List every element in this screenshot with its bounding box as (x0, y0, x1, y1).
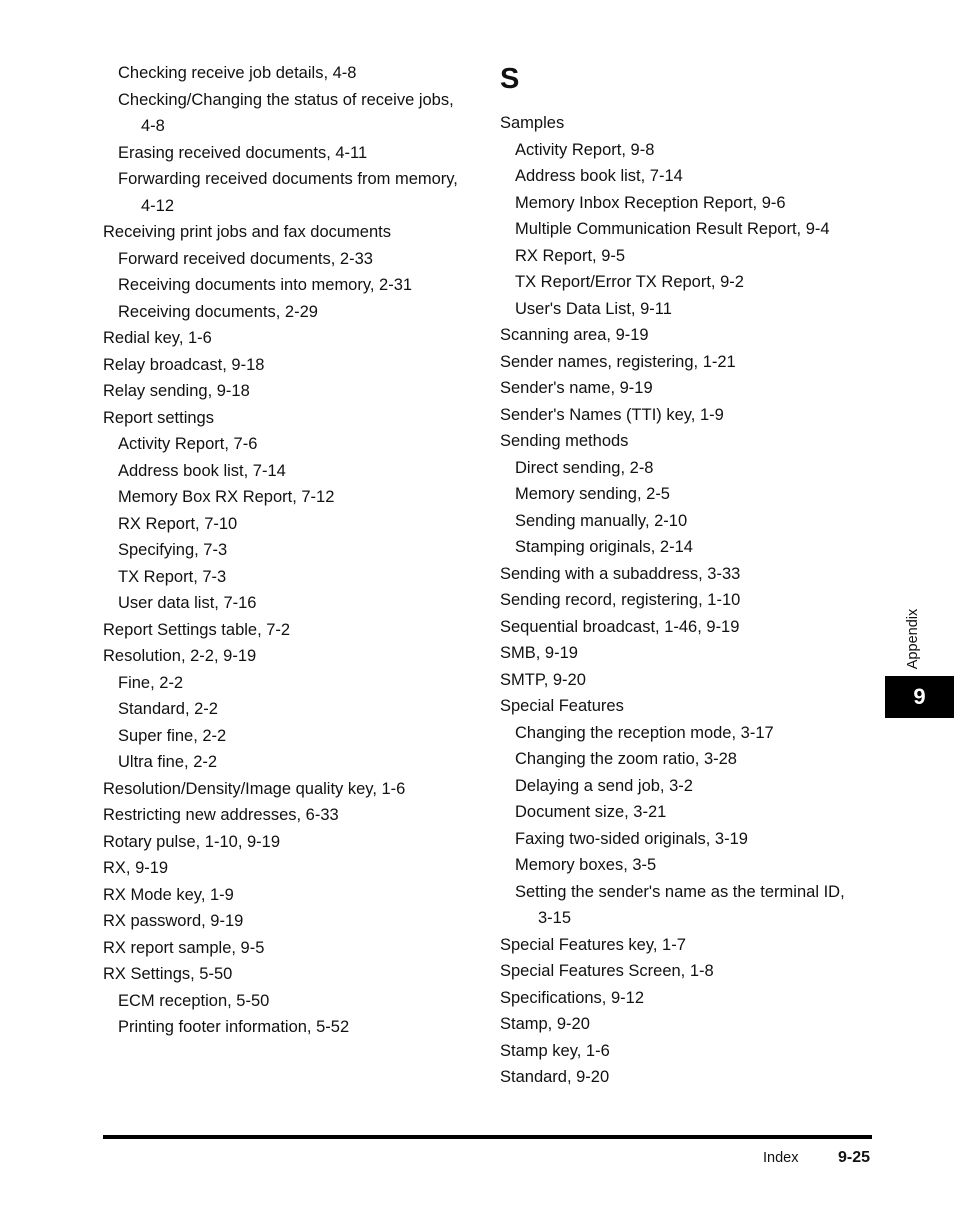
footer-section-name: Index (763, 1150, 799, 1166)
index-subentry: Super fine, 2-2 (118, 726, 227, 745)
page-number: 9-25 (838, 1149, 871, 1166)
index-subentry: Receiving documents, 2-29 (118, 302, 318, 321)
index-entry: Relay sending, 9-18 (103, 382, 250, 400)
index-subentry: Document size, 3-21 (515, 803, 667, 821)
index-entry-continuation: 4-12 (141, 196, 175, 215)
index-column-right (500, 60, 870, 1091)
index-entry: Sending methods (500, 432, 629, 450)
index-subentry: Receiving documents into memory, 2-31 (118, 276, 413, 294)
index-entry: Scanning area, 9-19 (500, 326, 649, 344)
index-subentry: RX Report, 7-10 (118, 514, 238, 533)
index-entry: Resolution, 2-2, 9-19 (103, 647, 257, 665)
index-subentry: Checking receive job details, 4-8 (118, 64, 357, 82)
index-entry: SMB, 9-19 (500, 644, 578, 662)
index-subentry: Ultra fine, 2-2 (118, 753, 218, 771)
index-subentry: Fine, 2-2 (118, 673, 184, 692)
index-entry: Standard, 9-20 (500, 1068, 610, 1086)
index-subentry: Address book list, 7-14 (118, 461, 286, 480)
index-entry: RX Settings, 5-50 (103, 965, 233, 983)
index-subentry: Setting the sender's name as the terminal ID, (515, 882, 845, 901)
chapter-tab: 9 (885, 676, 954, 718)
index-subentry: Printing footer information, 5-52 (118, 1018, 350, 1036)
index-entry-continuation: 3-15 (538, 909, 572, 927)
index-subentry: Forwarding received documents from memory, (118, 170, 458, 188)
index-subentry: Memory Box RX Report, 7-12 (118, 488, 335, 506)
index-entry: Report settings (103, 408, 214, 427)
index-entry: Special Features (500, 697, 624, 715)
index-entry: RX, 9-19 (103, 859, 169, 877)
index-entry: Specifications, 9-12 (500, 988, 644, 1007)
index-entry: Special Features Screen, 1-8 (500, 962, 714, 980)
chapter-tab-label (886, 608, 940, 670)
index-subentry: RX Report, 9-5 (515, 246, 626, 265)
index-subentry: ECM reception, 5-50 (118, 991, 270, 1010)
index-subentry: Sending manually, 2-10 (515, 511, 688, 530)
index-entry: Sender's Names (TTI) key, 1-9 (500, 405, 724, 424)
index-entry: Report Settings table, 7-2 (103, 620, 291, 639)
index-entry: SMTP, 9-20 (500, 670, 586, 689)
index-entry: Restricting new addresses, 6-33 (103, 806, 339, 824)
index-subentry: TX Report, 7-3 (118, 567, 227, 586)
index-subentry: User's Data List, 9-11 (515, 299, 672, 318)
index-subentry: Memory boxes, 3-5 (515, 856, 657, 874)
index-subentry: TX Report/Error TX Report, 9-2 (515, 273, 744, 291)
index-entry: Receiving print jobs and fax documents (103, 223, 391, 241)
index-subentry: Erasing received documents, 4-11 (118, 143, 368, 162)
index-entry: Stamp key, 1-6 (500, 1041, 610, 1060)
index-entry: Resolution/Density/Image quality key, 1-6 (103, 779, 406, 798)
index-entry: Stamp, 9-20 (500, 1015, 590, 1033)
index-subentry: Standard, 2-2 (118, 700, 218, 718)
index-entry: RX password, 9-19 (103, 912, 244, 930)
index-entry: Rotary pulse, 1-10, 9-19 (103, 832, 281, 851)
index-entry: Sender names, registering, 1-21 (500, 352, 736, 371)
index-entry: RX report sample, 9-5 (103, 938, 265, 957)
index-subentry: Memory Inbox Reception Report, 9-6 (515, 193, 786, 212)
index-entry: RX Mode key, 1-9 (103, 885, 234, 904)
index-subentry: Specifying, 7-3 (118, 541, 228, 559)
index-subentry: Direct sending, 2-8 (515, 458, 654, 477)
index-entry: Samples (500, 114, 565, 132)
index-subentry: User data list, 7-16 (118, 594, 257, 612)
index-subentry: Changing the zoom ratio, 3-28 (515, 750, 737, 768)
index-entry: Sender's name, 9-19 (500, 379, 653, 397)
index-entry: Sequential broadcast, 1-46, 9-19 (500, 617, 740, 636)
chapter-tab-label-text: Appendix (905, 608, 921, 670)
index-entry: Sending record, registering, 1-10 (500, 591, 741, 609)
index-entry: Redial key, 1-6 (103, 329, 212, 347)
index-entry: Special Features key, 1-7 (500, 935, 686, 954)
index-subentry: Activity Report, 9-8 (515, 140, 655, 159)
footer-rule (103, 1135, 872, 1139)
index-subentry: Checking/Changing the status of receive jobs, (118, 90, 454, 109)
index-entry: Sending with a subaddress, 3-33 (500, 564, 741, 583)
index-column-left (103, 60, 483, 1041)
index-subentry: Forward received documents, 2-33 (118, 249, 373, 268)
index-subentry: Delaying a send job, 3-2 (515, 776, 693, 795)
index-subentry: Address book list, 7-14 (515, 167, 683, 185)
index-subentry: Stamping originals, 2-14 (515, 538, 693, 556)
index-subentry: Activity Report, 7-6 (118, 435, 258, 453)
index-subentry: Faxing two-sided originals, 3-19 (515, 829, 748, 848)
index-entry-continuation: 4-8 (141, 117, 165, 135)
index-subentry: Multiple Communication Result Report, 9-4 (515, 220, 830, 238)
index-subentry: Memory sending, 2-5 (515, 485, 670, 503)
index-subentry: Changing the reception mode, 3-17 (515, 723, 774, 742)
index-entry: Relay broadcast, 9-18 (103, 355, 265, 374)
index-entries (500, 110, 870, 1091)
section-letter: S (500, 63, 520, 95)
